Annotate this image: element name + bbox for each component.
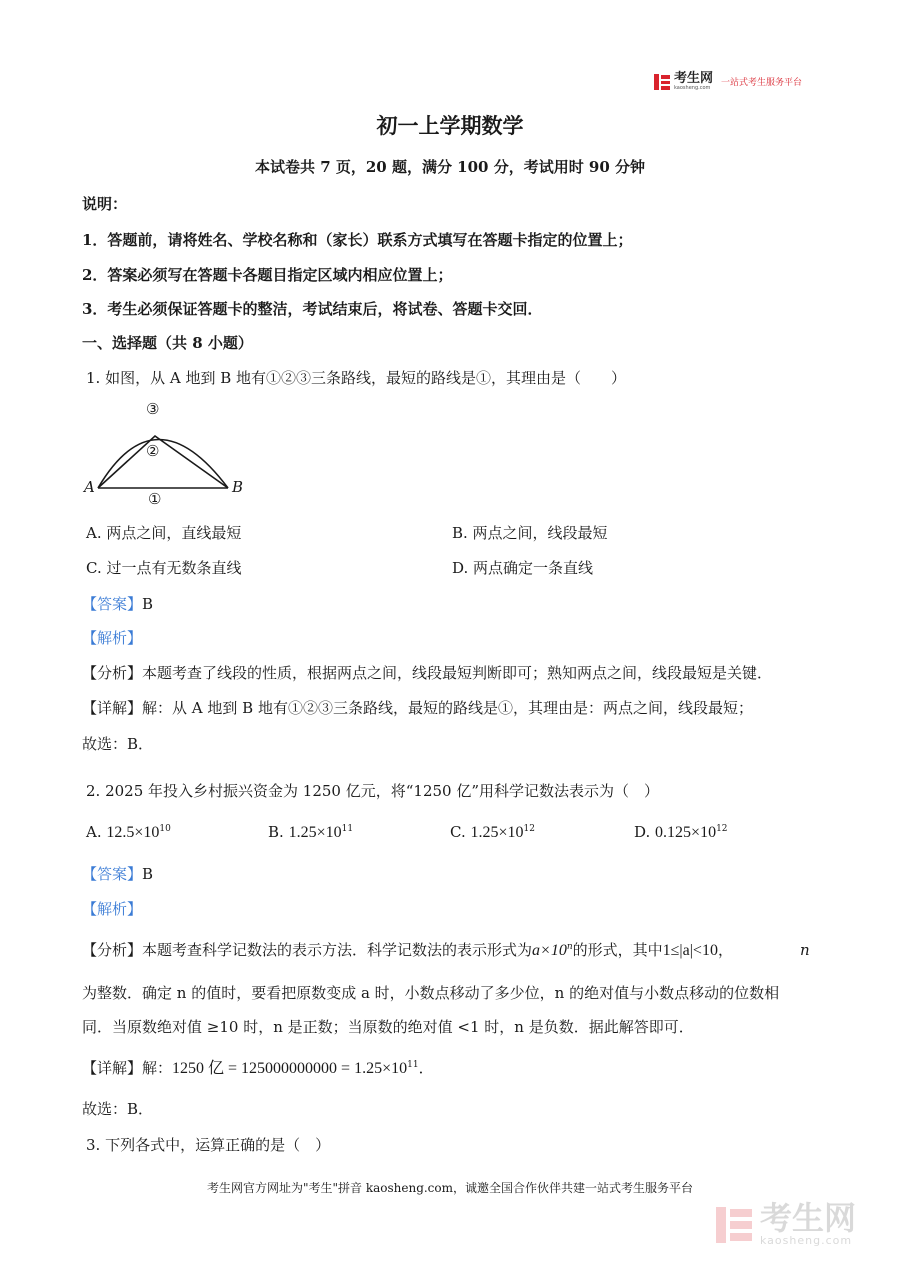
fenxi-tag: 【分析】 bbox=[82, 941, 143, 959]
conclusion: 故选：B． bbox=[82, 1100, 154, 1118]
answer-line bbox=[82, 864, 153, 884]
route-2-label: ② bbox=[146, 442, 160, 460]
route-3-label: ③ bbox=[146, 400, 160, 418]
analysis-fenxi bbox=[82, 663, 772, 683]
option-c: C. $1.25\times 10^{12}$ bbox=[450, 823, 535, 841]
route-figure bbox=[80, 396, 260, 514]
question-stem: 1. 如图，从 A 地到 B 地有①②③三条路线，最短的路线是①，其理由是（ ） bbox=[86, 369, 627, 387]
analysis-xiangjie bbox=[82, 698, 753, 718]
instruction-item: 1．答题前，请将姓名、学校名称和（家长）联系方式填写在答题卡指定的位置上； bbox=[82, 231, 633, 249]
fenxi-line-2: 为整数．确定 n 的值时，要看把原数变成 a 时，小数点移动了多少位，n 的绝对值与小数点移动的位数相 bbox=[82, 984, 780, 1002]
fenxi-line-3: 同．当原数绝对值 ≥10 时，n 是正数；当原数的绝对值 <1 时，n 是负数．据此解答即可． bbox=[82, 1018, 694, 1036]
option-a: A. $12.5\times 10^{10}$ bbox=[86, 823, 171, 841]
route-1-label: ① bbox=[148, 490, 162, 508]
page-title: 初一上学期数学 bbox=[376, 113, 524, 138]
page-subtitle: 本试卷共 7 页，20 题，满分 100 分，考试用时 90 分钟 bbox=[254, 158, 646, 176]
instructions-heading: 说明： bbox=[82, 195, 128, 213]
fenxi-text: 本题考查了线段的性质，根据两点之间，线段最短判断即可；熟知两点之间，线段最短是关键． bbox=[142, 664, 773, 682]
logo-slogan: 一站式考生服务平台 bbox=[721, 78, 803, 88]
kaosheng-logo-icon bbox=[654, 74, 670, 90]
option-d: D. 两点确定一条直线 bbox=[452, 559, 594, 577]
question-stem: 2. 2025 年投入乡村振兴资金为 1250 亿元，将“1250 亿”用科学记数法表示为（ ） bbox=[86, 782, 660, 800]
answer-tag: 【答案】 bbox=[82, 865, 143, 883]
watermark-logo-icon bbox=[716, 1207, 752, 1243]
route-3-path bbox=[98, 440, 228, 489]
option-b: B. 两点之间，线段最短 bbox=[452, 524, 608, 542]
xiangjie-tag: 【详解】 bbox=[82, 699, 143, 717]
logo-name: 考生网 bbox=[674, 71, 714, 86]
fenxi-n: n bbox=[800, 941, 810, 959]
watermark bbox=[716, 1199, 857, 1247]
header-logo bbox=[654, 72, 802, 91]
instruction-item: 3．考生必须保证答题卡的整洁，考试结束后，将试卷、答题卡交回． bbox=[82, 300, 543, 318]
analysis-tag: 【解析】 bbox=[82, 629, 143, 647]
analysis-fenxi: 【分析】本题考查科学记数法的表示方法．科学记数法的表示形式为$a\times 10^n$的形式，其中1≤|a|<10， bbox=[82, 941, 733, 959]
xiangjie-text: 解：从 A 地到 B 地有①②③三条路线，最短的路线是①，其理由是：两点之间，线段最短； bbox=[142, 699, 753, 717]
xiangjie-tag: 【详解】 bbox=[82, 1059, 143, 1077]
fenxi-tag: 【分析】 bbox=[82, 664, 143, 682]
conclusion: 故选：B． bbox=[82, 735, 154, 753]
option-a: A. 两点之间，直线最短 bbox=[86, 524, 242, 542]
answer-line bbox=[82, 594, 153, 614]
section-title: 一、选择题（共 8 小题） bbox=[82, 334, 253, 352]
option-d: D. $0.125\times 10^{12}$ bbox=[634, 823, 728, 841]
point-a-label: A bbox=[84, 478, 95, 496]
option-c: C. 过一点有无数条直线 bbox=[86, 559, 242, 577]
watermark-name: 考生网 bbox=[760, 1199, 857, 1237]
logo-url: kaosheng.com bbox=[674, 85, 711, 91]
option-b: B. $1.25\times 10^{11}$ bbox=[268, 823, 354, 841]
analysis-tag: 【解析】 bbox=[82, 900, 143, 918]
analysis-xiangjie: 【详解】解：1250 亿 = $125000000000 = 1.25\times 10^{11}$． bbox=[82, 1059, 434, 1077]
answer-value: B bbox=[142, 865, 154, 883]
point-b-label: B bbox=[232, 478, 244, 496]
instruction-item: 2．答案必须写在答题卡各题目指定区域内相应位置上； bbox=[82, 266, 453, 284]
answer-value: B bbox=[142, 595, 154, 613]
watermark-url: kaosheng.com bbox=[760, 1234, 853, 1247]
question-stem: 3. 下列各式中，运算正确的是（ ） bbox=[86, 1136, 331, 1154]
footer-text: 考生网官方网址为"考生"拼音 kaosheng.com，诚邀全国合作伙伴共建一站式考生服务平台 bbox=[206, 1181, 694, 1195]
answer-tag: 【答案】 bbox=[82, 595, 143, 613]
